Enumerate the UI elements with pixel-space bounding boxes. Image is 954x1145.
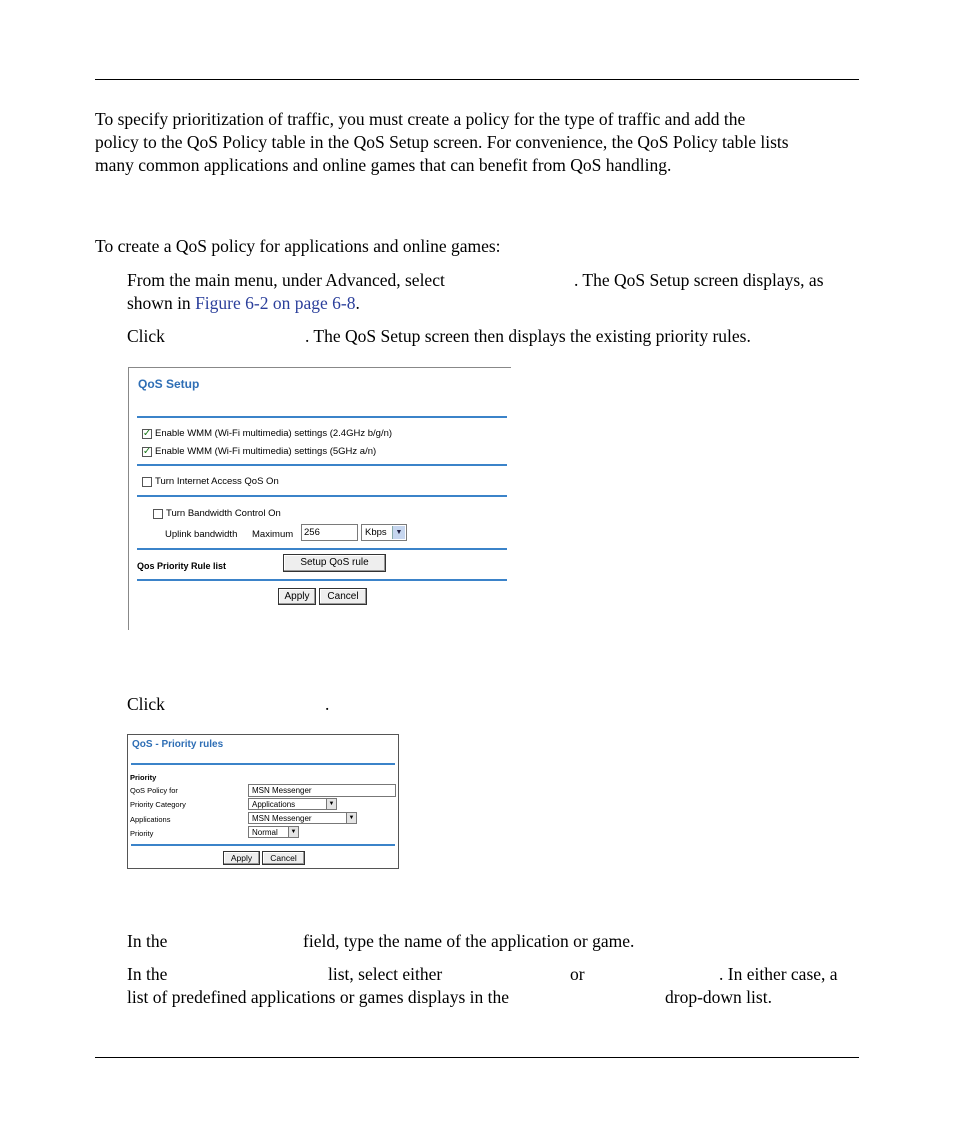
unit-select-value: Kbps	[365, 527, 387, 538]
priority-section-label: Priority	[130, 773, 157, 782]
bandwidth-control-label: Turn Bandwidth Control On	[166, 508, 281, 519]
step5-line2a: list of predefined applications or games displays in the	[127, 987, 509, 1007]
footer-rule	[95, 1057, 859, 1058]
priority-rules-screenshot	[127, 734, 399, 869]
intro-line-3: many common applications and online games that can benefit from QoS handling.	[95, 155, 672, 175]
applications-label: Applications	[130, 815, 171, 824]
wmm-24-row	[142, 428, 392, 439]
step5-or: or	[570, 964, 585, 984]
step5-list-select: list, select either	[328, 964, 443, 984]
bandwidth-control-row	[153, 508, 281, 519]
step2-click: Click	[127, 326, 165, 346]
chevron-down-icon: ▼	[346, 813, 356, 823]
apply-button[interactable]: Apply	[278, 588, 316, 605]
priority-apply-button[interactable]: Apply	[223, 851, 260, 865]
procedure-intro: To create a QoS policy for applications and online games:	[95, 236, 501, 256]
step5-line2b: drop-down list.	[665, 987, 772, 1007]
divider	[137, 495, 507, 497]
step4-in-the: In the	[127, 931, 168, 951]
uplink-bandwidth-input[interactable]: 256	[301, 524, 358, 541]
category-label: Priority Category	[130, 800, 186, 809]
wmm-24-label: Enable WMM (Wi-Fi multimedia) settings (2.4GHz b/g/n)	[155, 428, 393, 439]
intro-line-2: policy to the QoS Policy table in the QoS Setup screen. For convenience, the QoS Policy table lists	[95, 132, 789, 152]
priority-select[interactable]	[248, 826, 299, 838]
step5-in-the: In the	[127, 964, 168, 984]
category-select-value: Applications	[252, 800, 296, 809]
qos-setup-title: QoS Setup	[138, 377, 200, 391]
uplink-label: Uplink bandwidth	[165, 529, 238, 540]
divider	[137, 579, 507, 581]
step4-rest: field, type the name of the application or game.	[303, 931, 635, 951]
chevron-down-icon: ▼	[288, 827, 298, 837]
priority-select-value: Normal	[252, 828, 278, 837]
divider	[137, 548, 507, 550]
step1-line2-end: .	[355, 293, 360, 313]
divider	[137, 464, 507, 466]
step2-rest: . The QoS Setup screen then displays the existing priority rules.	[305, 326, 751, 346]
step1-line2-start: shown in	[127, 293, 196, 313]
figure-link[interactable]: Figure 6-2 on page 6-8	[195, 293, 356, 313]
priority-label: Priority	[130, 829, 154, 838]
chevron-down-icon: ▼	[326, 799, 336, 809]
divider	[131, 844, 395, 846]
policy-name-input[interactable]: MSN Messenger	[248, 784, 396, 797]
intro-line-1: To specify prioritization of traffic, you must create a policy for the type of traffic and add the	[95, 109, 746, 129]
cancel-button[interactable]: Cancel	[319, 588, 367, 605]
bandwidth-control-checkbox[interactable]	[153, 509, 163, 519]
divider	[137, 416, 507, 418]
step1-line2	[127, 292, 360, 315]
applications-select-value: MSN Messenger	[252, 814, 312, 823]
step1-text-b: . The QoS Setup screen displays, as	[574, 270, 824, 290]
unit-select[interactable]	[361, 524, 407, 541]
step3-click: Click	[127, 694, 165, 714]
step5-either-case: . In either case, a	[719, 964, 838, 984]
step1-text-a: From the main menu, under Advanced, select	[127, 270, 445, 290]
internet-qos-label: Turn Internet Access QoS On	[155, 476, 279, 487]
internet-qos-row	[142, 476, 279, 487]
rule-list-label: Qos Priority Rule list	[137, 561, 227, 571]
chevron-down-icon: ▼	[392, 526, 405, 539]
qos-setup-screenshot	[128, 367, 511, 630]
policy-label: QoS Policy for	[130, 786, 178, 795]
internet-qos-checkbox[interactable]	[142, 477, 152, 487]
divider	[131, 763, 395, 765]
priority-rules-title: QoS - Priority rules	[132, 739, 224, 750]
maximum-label: Maximum	[252, 529, 294, 540]
category-select[interactable]	[248, 798, 337, 810]
priority-cancel-button[interactable]: Cancel	[262, 851, 305, 865]
applications-select[interactable]	[248, 812, 357, 824]
wmm-24-checkbox[interactable]: ✓	[142, 427, 152, 439]
step3-end: .	[325, 694, 330, 714]
wmm-5-row	[142, 446, 376, 457]
wmm-5-checkbox[interactable]: ✓	[142, 445, 152, 457]
header-rule	[95, 79, 859, 80]
setup-qos-rule-button[interactable]: Setup QoS rule	[283, 554, 386, 572]
wmm-5-label: Enable WMM (Wi-Fi multimedia) settings (5GHz a/n)	[155, 446, 377, 457]
